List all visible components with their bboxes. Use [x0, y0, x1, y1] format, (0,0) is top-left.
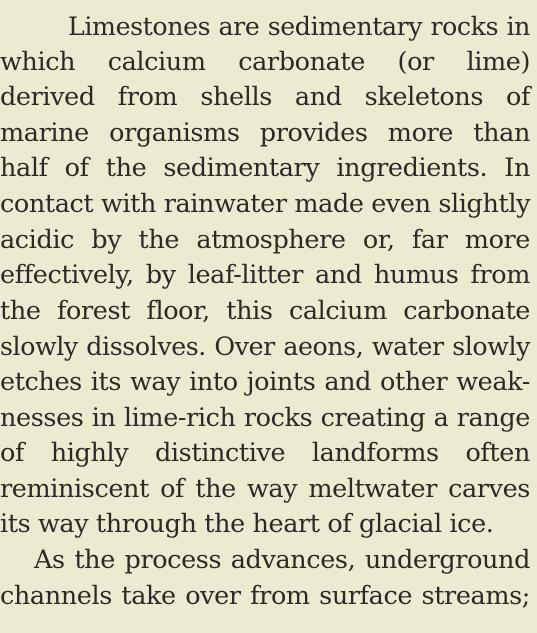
text-line: which calcium carbonate (or lime) [0, 46, 530, 77]
text-line: slowly dissolves. Over aeons, water slowly [0, 332, 530, 362]
text-line: marine organisms provides more than [0, 117, 530, 148]
text-line: channels take over from surface streams; [0, 580, 530, 611]
paragraph-1 [0, 9, 530, 543]
text-line: reminiscent of the way meltwater carves [0, 473, 530, 504]
text-line: As the process advances, underground [34, 544, 530, 575]
text-line: half of the sedimentary ingredients. In [0, 153, 530, 184]
text-line: the forest floor, this calcium carbonate [0, 295, 530, 326]
text-line: nesses in lime-rich rocks creating a range [0, 402, 530, 433]
text-line: Limestones are sedimentary rocks in [68, 12, 530, 41]
text-line: acidic by the atmosphere or, far more [0, 224, 530, 255]
body-text [0, 9, 530, 614]
text-line: contact with rainwater made even slightly [0, 188, 531, 219]
text-line: of highly distinctive landforms often [0, 438, 530, 469]
text-line: effectively, by leaf-litter and humus from [0, 260, 530, 291]
text-line: etches its way into joints and other weak- [0, 366, 530, 397]
text-line: its way through the heart of glacial ice. [0, 509, 494, 540]
paragraph-2 [0, 543, 530, 614]
text-line: derived from shells and skeletons of [0, 82, 530, 113]
